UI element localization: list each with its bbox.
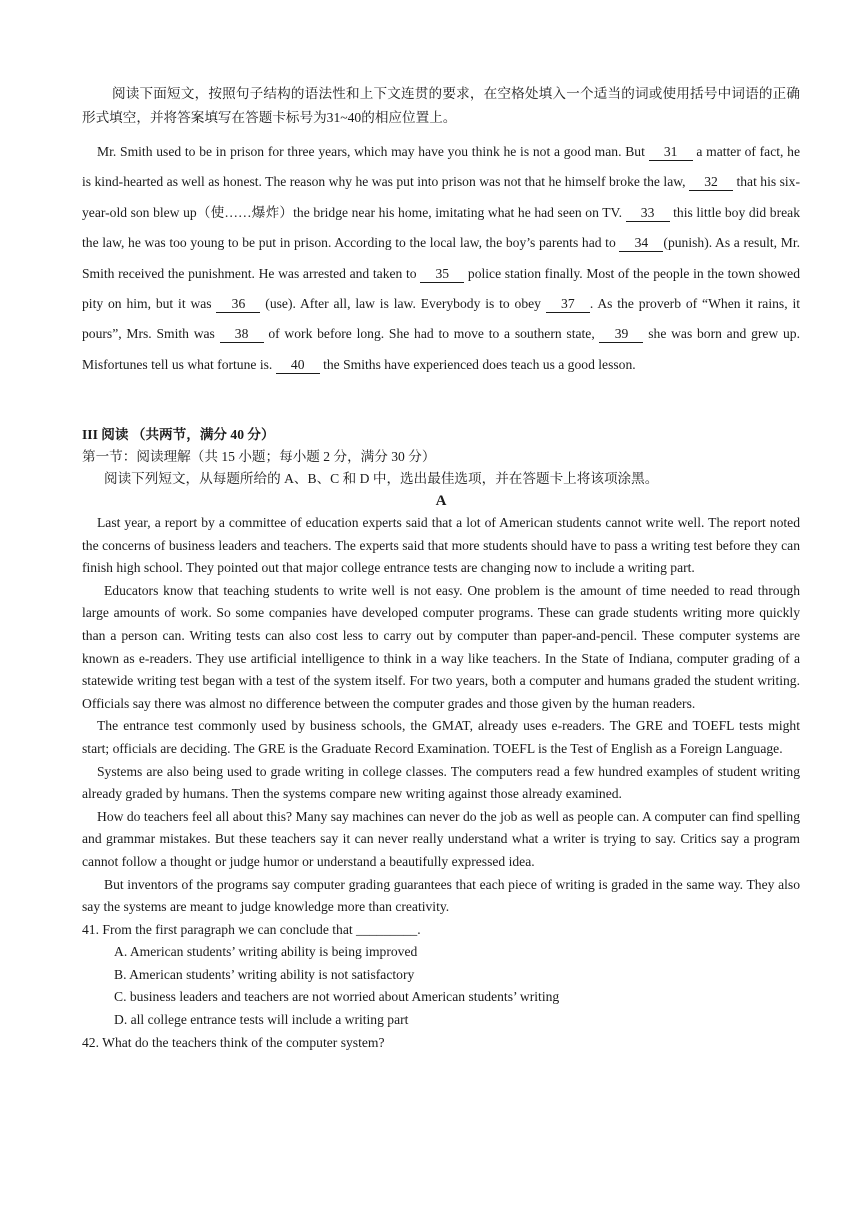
passage-text: . As the proverb of “When it rains, it pours”, Mrs. Smith was bbox=[82, 296, 800, 342]
blank-36[interactable]: 36 bbox=[216, 296, 260, 313]
cloze-passage bbox=[82, 137, 800, 380]
blank-34[interactable]: 34 bbox=[619, 235, 663, 252]
option-c[interactable]: C. business leaders and teachers are not worried about American students’ writing bbox=[114, 989, 560, 1005]
passage-text: (use). After all, law is law. Everybody is to obey bbox=[260, 296, 546, 312]
option-a[interactable]: A. American students’ writing ability is being improved bbox=[114, 944, 418, 960]
section-subtitle: 第一节：阅读理解（共 15 小题；每小题 2 分，满分 30 分） bbox=[82, 449, 436, 464]
question-42 bbox=[82, 1032, 800, 1055]
section-title: III 阅读 （共两节，满分 40 分） bbox=[82, 427, 275, 442]
reading-section bbox=[82, 424, 800, 1054]
question-stem: 41. From the first paragraph we can conclude that _________. bbox=[82, 921, 421, 937]
blank-31[interactable]: 31 bbox=[649, 144, 693, 161]
blank-35[interactable]: 35 bbox=[420, 266, 464, 283]
paragraph: But inventors of the programs say computer grading guarantees that each piece of writing is graded in the same way. They also say the systems are meant to judge knowledge more than creativity. bbox=[82, 876, 800, 915]
blank-39[interactable]: 39 bbox=[599, 326, 643, 343]
blank-33[interactable]: 33 bbox=[626, 205, 670, 222]
passage-label: A bbox=[435, 493, 447, 509]
paragraph: How do teachers feel all about this? Many say machines can never do the job as well as people can. A computer can find spelling and grammar mistakes. But these teachers say it can never really understand what a writer is trying to say. Critics say a program cannot follow a thought or judge humor or understand a beautifully expressed idea. bbox=[82, 808, 800, 869]
passage-text: this little boy did break the law, he was too young to be put in prison. According to the local law, the boy’s parents had to bbox=[82, 204, 800, 251]
question-41 bbox=[82, 919, 800, 1032]
paragraph: The entrance test commonly used by business schools, the GMAT, already uses e-readers. The GRE and TOEFL tests might start; officials are deciding. The GRE is the Graduate Record Examination. TOEFL is the Test of English as a Foreign Language. bbox=[82, 718, 800, 756]
reading-passage bbox=[82, 512, 800, 919]
passage-text: a matter of fact, he is kind-hearted as well as honest. The reason why he was put into prison was not that he himself broke the law, bbox=[82, 144, 800, 190]
option-b[interactable]: B. American students’ writing ability is not satisfactory bbox=[114, 966, 415, 982]
blank-32[interactable]: 32 bbox=[689, 174, 733, 191]
paragraph: Systems are also being used to grade writing in college classes. The computers read a few hundred examples of student writing already graded by humans. Then the systems compare new writing against those already examined. bbox=[82, 763, 800, 802]
blank-38[interactable]: 38 bbox=[220, 326, 264, 343]
blank-40[interactable]: 40 bbox=[276, 357, 320, 374]
passage-text: she was born and grew up. Misfortunes tell us what fortune is. bbox=[82, 326, 800, 372]
paragraph: Educators know that teaching students to write well is not easy. One problem is the amount of time needed to read through large amounts of work. So some companies have developed computer programs. These can grade students writing more quickly than a person can. Writing tests can also cost less to carry out by computer than paper-and-pencil. These computer systems are known as e-readers. They use artificial intelligence to think in a way like teachers. In the State of Indiana, computer grading of a statewide writing test began with a test of the system itself. For two years, both a computer and humans graded the student writing. Officials say there was almost no difference between the computer grades and those given by the human readers. bbox=[82, 582, 800, 711]
cloze-instruction: 阅读下面短文，按照句子结构的语法性和上下文连贯的要求，在空格处填入一个适当的词或使用括号中词语的正确形式填空，并将答案填写在答题卡标号为31~40的相应位置上。 bbox=[82, 86, 800, 125]
passage-text: police station finally. Most of the people in the town showed pity on him, but it was bbox=[82, 265, 800, 312]
passage-text: that his six-year-old son blew up（使……爆炸）the bridge near his home, imitating what he had seen on TV. bbox=[82, 174, 800, 220]
cloze-section bbox=[82, 82, 800, 380]
blank-37[interactable]: 37 bbox=[546, 296, 590, 313]
passage-text: the Smiths have experienced does teach us a good lesson. bbox=[319, 356, 636, 372]
question-stem: 42. What do the teachers think of the computer system? bbox=[82, 1034, 385, 1050]
passage-text: (punish). As a result, Mr. Smith received the punishment. He was arrested and taken to bbox=[82, 235, 800, 281]
section-instruction: 阅读下列短文，从每题所给的 A、B、C 和 D 中，选出最佳选项，并在答题卡上将该项涂黑。 bbox=[104, 471, 659, 486]
passage-text: of work before long. She had to move to a southern state, bbox=[263, 326, 600, 342]
option-d[interactable]: D. all college entrance tests will include a writing part bbox=[114, 1012, 409, 1028]
passage-text: Mr. Smith used to be in prison for three years, which may have you think he is not a good man. But bbox=[97, 144, 649, 159]
paragraph: Last year, a report by a committee of education experts said that a lot of American students cannot write well. The report noted the concerns of business leaders and teachers. The experts said that more students should have to pass a writing test before they can finish high school. They pointed out that major college entrance tests are changing now to include a writing part. bbox=[82, 515, 800, 576]
